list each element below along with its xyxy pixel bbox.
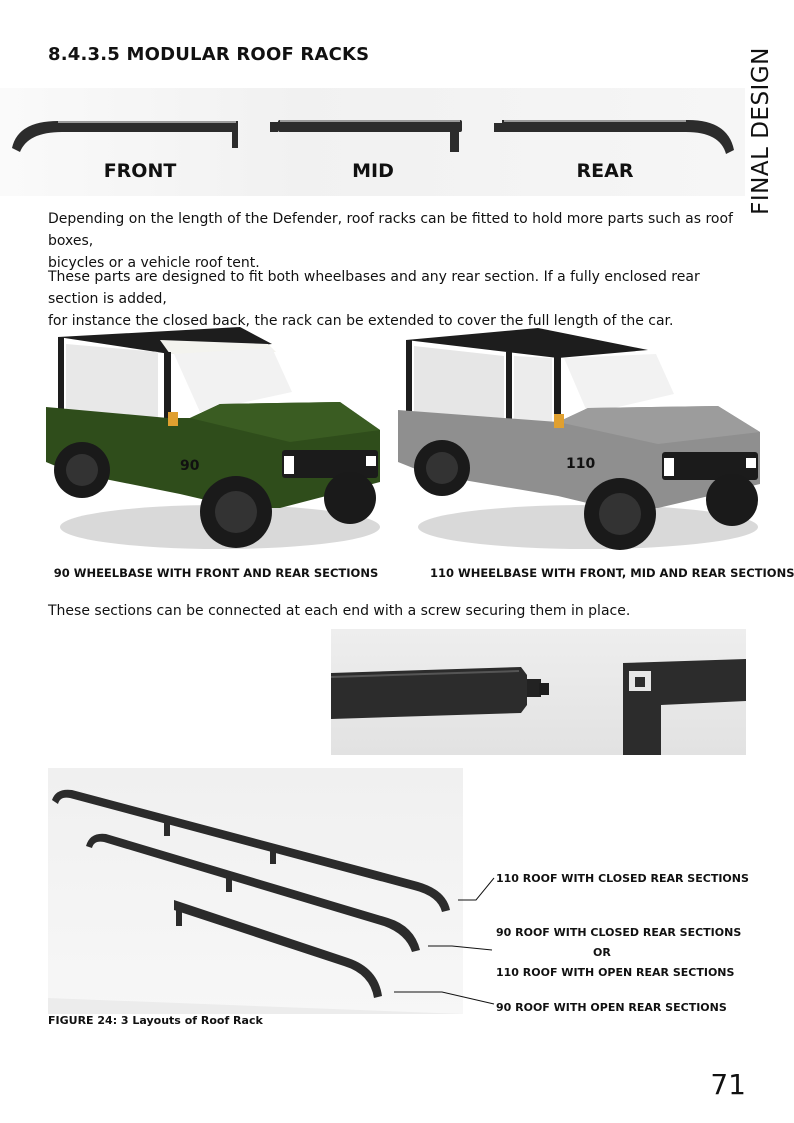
layout-label-3: 90 ROOF WITH OPEN REAR SECTIONS [496,1001,727,1014]
side-title-text: FINAL DESIGN [748,47,774,215]
layout-label-or: OR [593,946,611,959]
page-number: 71 [710,1068,746,1101]
layout-label-2a: 90 ROOF WITH CLOSED REAR SECTIONS [496,926,742,939]
paragraph-3: These sections can be connected at each end with a screw securing them in place. [48,603,631,619]
vehicle-110-illustration [398,322,770,562]
vehicle-90-render [40,322,390,562]
rear-rack-illustration [494,120,734,154]
layout-label-2b: 110 ROOF WITH OPEN REAR SECTIONS [496,966,735,979]
vehicle-90-illustration [40,322,390,562]
paragraph-1-line-1: Depending on the length of the Defender, roof racks can be fitted to hold more parts such as roof boxes, [48,211,733,249]
section-heading: 8.4.3.5 MODULAR ROOF RACKS [48,44,370,65]
paragraph-2-line-1: These parts are designed to fit both wheelbases and any rear section. If a fully enclosed rear section is added, [48,269,700,307]
leader-lines [380,860,510,1010]
paragraph-1-line-2: bicycles or a vehicle roof tent. [48,255,260,271]
front-label: FRONT [103,160,177,182]
mid-rack-illustration [270,120,462,152]
layout-label-1: 110 ROOF WITH CLOSED REAR SECTIONS [496,872,749,885]
rear-label: REAR [576,160,634,182]
rack-sections-image [0,88,745,196]
paragraph-1 [48,208,748,274]
paragraph-2-line-2: for instance the closed back, the rack can be extended to cover the full length of the car. [48,313,674,329]
vehicle-90-caption: 90 WHEELBASE WITH FRONT AND REAR SECTIONS [53,566,379,580]
vehicle-90-badge: 90 [180,458,200,474]
mid-label: MID [352,160,394,182]
vehicle-110-caption: 110 WHEELBASE WITH FRONT, MID AND REAR SECTIONS [430,566,794,580]
side-title [746,48,776,214]
connector-closeup-image [331,629,746,755]
vehicle-110-badge: 110 [566,456,596,472]
front-rack-illustration [12,121,238,152]
vehicle-110-render [398,322,770,562]
connector-closeup-illustration [331,629,746,755]
figure-caption: FIGURE 24: 3 Layouts of Roof Rack [48,1014,263,1027]
